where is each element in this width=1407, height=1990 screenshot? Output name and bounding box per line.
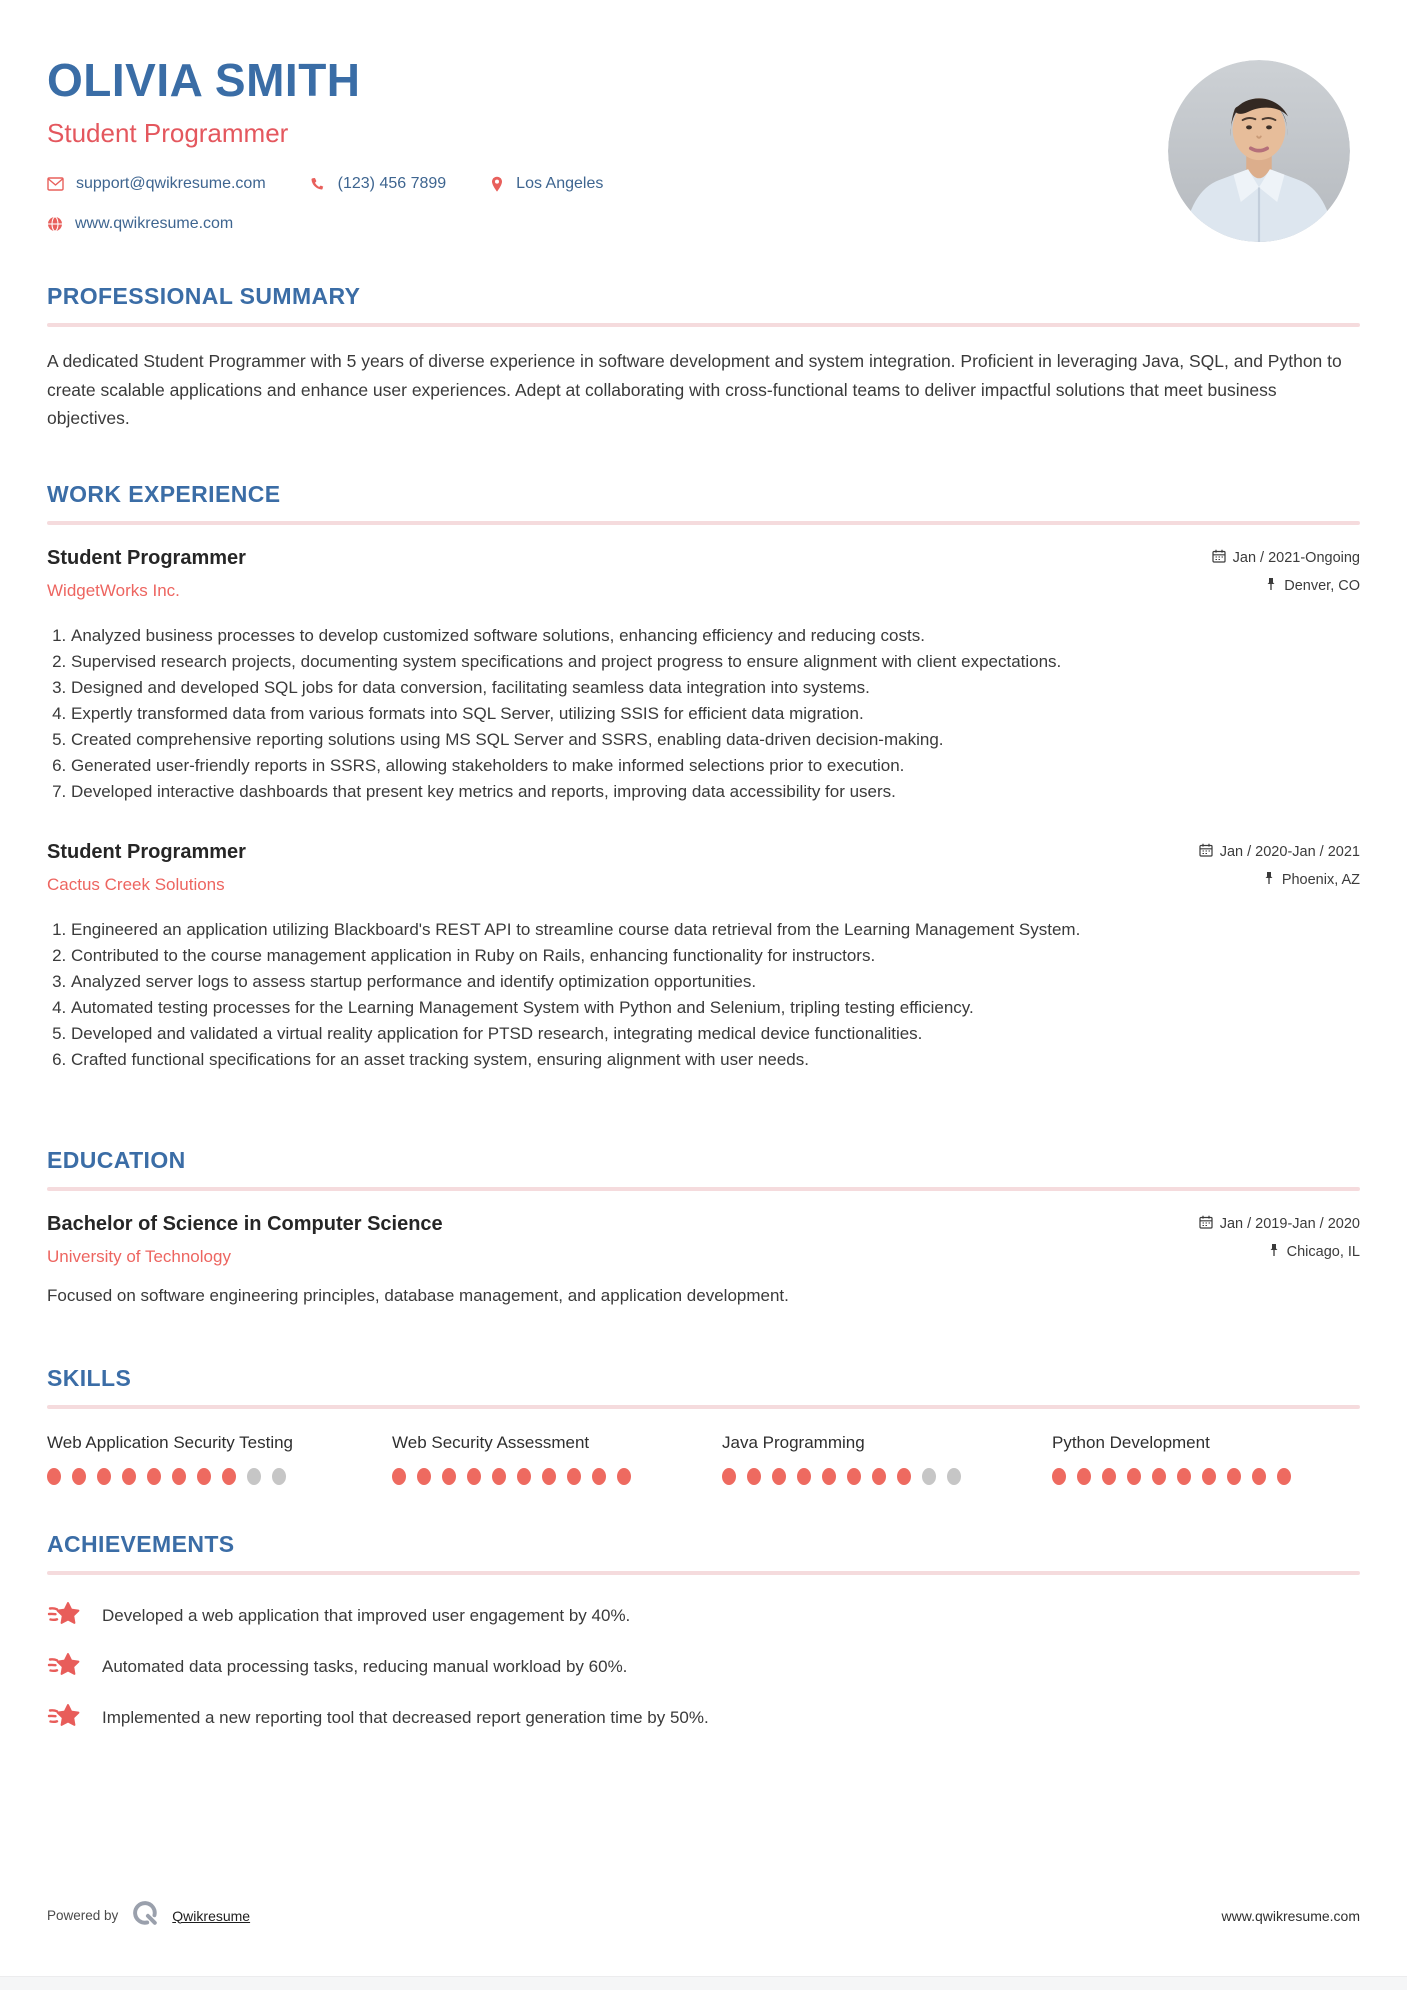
rating-dot-filled bbox=[442, 1468, 456, 1485]
section-divider bbox=[47, 521, 1360, 525]
achievement-item bbox=[47, 1650, 1360, 1685]
section-education bbox=[47, 1147, 1360, 1309]
job-dates bbox=[1199, 843, 1360, 861]
education-dates bbox=[1199, 1215, 1360, 1233]
rating-dot-filled bbox=[172, 1468, 186, 1485]
rating-dot-filled bbox=[1177, 1468, 1191, 1485]
rating-dot-filled bbox=[847, 1468, 861, 1485]
job-company: WidgetWorks Inc. bbox=[47, 580, 180, 600]
powered-by-label: Powered by bbox=[47, 1908, 119, 1923]
rating-dot-filled bbox=[897, 1468, 911, 1485]
rating-dot-filled bbox=[592, 1468, 606, 1485]
profile-photo bbox=[1168, 60, 1350, 242]
contact-email-text: support@qwikresume.com bbox=[76, 175, 266, 192]
job-bullet: 2. Supervised research projects, documenting system specifications and project progress to ensure alignment with client expectations. bbox=[71, 649, 1360, 675]
rating-dot-filled bbox=[197, 1468, 211, 1485]
skill-item bbox=[722, 1429, 1052, 1485]
education-location bbox=[1268, 1243, 1360, 1261]
job-bullet: 7. Developed interactive dashboards that present key metrics and reports, improving data accessibility for users. bbox=[71, 779, 1360, 805]
job-title: Student Programmer bbox=[47, 546, 246, 569]
section-achievements bbox=[47, 1531, 1360, 1736]
job-location bbox=[1265, 577, 1360, 595]
job-entry bbox=[47, 547, 1360, 805]
skill-item bbox=[1052, 1429, 1360, 1485]
rating-dot-filled bbox=[97, 1468, 111, 1485]
rating-dot-filled bbox=[567, 1468, 581, 1485]
profile-photo-illustration bbox=[1168, 60, 1350, 242]
job-location-text: Denver, CO bbox=[1284, 577, 1360, 594]
rating-dot-filled bbox=[542, 1468, 556, 1485]
education-degree: Bachelor of Science in Computer Science bbox=[47, 1212, 443, 1235]
section-heading: WORK EXPERIENCE bbox=[47, 480, 281, 507]
person-job-title: Student Programmer bbox=[47, 118, 289, 148]
achievement-item bbox=[47, 1701, 1360, 1736]
education-description: Focused on software engineering principles, database management, and application development. bbox=[47, 1285, 789, 1305]
rating-dot-empty bbox=[947, 1468, 961, 1485]
section-divider bbox=[47, 323, 1360, 327]
job-bullet: 6. Crafted functional specifications for an asset tracking system, ensuring alignment with user needs. bbox=[71, 1047, 1360, 1073]
rating-dot-filled bbox=[1202, 1468, 1216, 1485]
person-name: OLIVIA SMITH bbox=[47, 54, 361, 106]
section-heading: ACHIEVEMENTS bbox=[47, 1530, 235, 1557]
rating-dot-filled bbox=[72, 1468, 86, 1485]
rating-dot-filled bbox=[222, 1468, 236, 1485]
rating-dot-filled bbox=[1252, 1468, 1266, 1485]
globe-icon bbox=[47, 216, 63, 232]
job-dates-text: Jan / 2021-Ongoing bbox=[1232, 549, 1360, 566]
job-bullet-list bbox=[47, 623, 1360, 805]
job-bullet: 1. Engineered an application utilizing Blackboard's REST API to streamline course data retrieval from the Learning Management System. bbox=[71, 917, 1360, 943]
rating-dot-filled bbox=[617, 1468, 631, 1485]
rating-dot-filled bbox=[872, 1468, 886, 1485]
rating-dot-filled bbox=[772, 1468, 786, 1485]
job-dates-text: Jan / 2020-Jan / 2021 bbox=[1219, 843, 1360, 860]
job-bullet: 3. Designed and developed SQL jobs for data conversion, facilitating seamless data integration into systems. bbox=[71, 675, 1360, 701]
achievement-text: Implemented a new reporting tool that decreased report generation time by 50%. bbox=[102, 1708, 709, 1727]
rating-dot-filled bbox=[1127, 1468, 1141, 1485]
rating-dot-empty bbox=[272, 1468, 286, 1485]
summary-text: A dedicated Student Programmer with 5 years of diverse experience in software development and system integration. Proficient in leveraging Java, SQL, and Python to create scalable applications and enhance user experiences. Adept at collaborating with cross-functional teams to deliver impactful solutions that meet business objectives. bbox=[47, 351, 1342, 428]
section-work-experience bbox=[47, 481, 1360, 1073]
skill-rating-dots bbox=[47, 1468, 392, 1485]
job-location-text: Phoenix, AZ bbox=[1281, 871, 1360, 888]
shooting-star-icon bbox=[47, 1650, 81, 1685]
education-dates-text: Jan / 2019-Jan / 2020 bbox=[1219, 1215, 1360, 1232]
contact-website[interactable] bbox=[47, 215, 233, 233]
pushpin-icon bbox=[1263, 871, 1275, 889]
rating-dot-filled bbox=[392, 1468, 406, 1485]
skill-name: Web Security Assessment bbox=[392, 1432, 590, 1452]
job-bullet: 4. Automated testing processes for the Learning Management System with Python and Selenium, tripling testing efficiency. bbox=[71, 995, 1360, 1021]
rating-dot-filled bbox=[517, 1468, 531, 1485]
rating-dot-filled bbox=[797, 1468, 811, 1485]
skill-item bbox=[47, 1429, 392, 1485]
rating-dot-filled bbox=[467, 1468, 481, 1485]
achievement-list bbox=[47, 1599, 1360, 1736]
resume-header bbox=[47, 54, 1360, 233]
job-bullet: 4. Expertly transformed data from various formats into SQL Server, utilizing SSIS for efficient data migration. bbox=[71, 701, 1360, 727]
rating-dot-filled bbox=[1152, 1468, 1166, 1485]
rating-dot-filled bbox=[747, 1468, 761, 1485]
job-dates bbox=[1212, 549, 1360, 567]
section-skills bbox=[47, 1365, 1360, 1485]
skill-rating-dots bbox=[392, 1468, 722, 1485]
job-entry bbox=[47, 841, 1360, 1073]
job-bullet: 5. Created comprehensive reporting solutions using MS SQL Server and SSRS, enabling data-driven decision-making. bbox=[71, 727, 1360, 753]
education-entry bbox=[47, 1213, 1360, 1309]
skill-name: Python Development bbox=[1052, 1432, 1210, 1452]
q-logo-icon bbox=[130, 1898, 160, 1933]
shooting-star-icon bbox=[47, 1701, 81, 1736]
rating-dot-filled bbox=[47, 1468, 61, 1485]
skill-name: Web Application Security Testing bbox=[47, 1432, 294, 1452]
map-pin-icon bbox=[490, 176, 504, 193]
contact-website-text: www.qwikresume.com bbox=[75, 215, 234, 232]
rating-dot-empty bbox=[922, 1468, 936, 1485]
rating-dot-filled bbox=[1102, 1468, 1116, 1485]
brand-link[interactable]: Qwikresume bbox=[172, 1907, 251, 1924]
phone-icon bbox=[310, 176, 326, 192]
job-title: Student Programmer bbox=[47, 840, 246, 863]
calendar-icon bbox=[1212, 549, 1226, 567]
education-location-text: Chicago, IL bbox=[1286, 1243, 1360, 1260]
achievement-text: Developed a web application that improved user engagement by 40%. bbox=[102, 1606, 631, 1625]
section-heading: SKILLS bbox=[47, 1364, 132, 1391]
rating-dot-filled bbox=[492, 1468, 506, 1485]
rating-dot-filled bbox=[722, 1468, 736, 1485]
calendar-icon bbox=[1199, 843, 1213, 861]
pushpin-icon bbox=[1265, 577, 1277, 595]
rating-dot-filled bbox=[1052, 1468, 1066, 1485]
rating-dot-filled bbox=[1077, 1468, 1091, 1485]
section-divider bbox=[47, 1187, 1360, 1191]
rating-dot-filled bbox=[417, 1468, 431, 1485]
job-company: Cactus Creek Solutions bbox=[47, 874, 225, 894]
contact-phone[interactable] bbox=[310, 175, 447, 193]
contact-email[interactable] bbox=[47, 175, 266, 193]
job-bullet: 1. Analyzed business processes to develop customized software solutions, enhancing efficiency and reducing costs. bbox=[71, 623, 1360, 649]
job-bullet: 3. Analyzed server logs to assess startup performance and identify optimization opportunities. bbox=[71, 969, 1360, 995]
rating-dot-filled bbox=[1227, 1468, 1241, 1485]
rating-dot-filled bbox=[822, 1468, 836, 1485]
job-bullet: 2. Contributed to the course management application in Ruby on Rails, enhancing functionality for instructors. bbox=[71, 943, 1360, 969]
achievement-item bbox=[47, 1599, 1360, 1634]
calendar-icon bbox=[1199, 1215, 1213, 1233]
skill-name: Java Programming bbox=[722, 1432, 865, 1452]
contact-phone-text: (123) 456 7899 bbox=[337, 175, 447, 192]
contact-location-text: Los Angeles bbox=[516, 175, 604, 192]
pushpin-icon bbox=[1268, 1243, 1280, 1261]
contact-location bbox=[490, 175, 603, 193]
rating-dot-filled bbox=[147, 1468, 161, 1485]
rating-dot-filled bbox=[1277, 1468, 1291, 1485]
skills-grid bbox=[47, 1429, 1360, 1485]
achievement-text: Automated data processing tasks, reducing manual workload by 60%. bbox=[102, 1657, 628, 1676]
rating-dot-empty bbox=[247, 1468, 261, 1485]
skill-item bbox=[392, 1429, 722, 1485]
section-divider bbox=[47, 1571, 1360, 1575]
job-bullet-list bbox=[47, 917, 1360, 1073]
job-bullet: 6. Generated user-friendly reports in SSRS, allowing stakeholders to make informed selections prior to execution. bbox=[71, 753, 1360, 779]
page-footer bbox=[47, 1898, 1360, 1933]
shooting-star-icon bbox=[47, 1599, 81, 1634]
rating-dot-filled bbox=[122, 1468, 136, 1485]
envelope-icon bbox=[47, 177, 64, 191]
job-location bbox=[1263, 871, 1360, 889]
footer-website-link[interactable]: www.qwikresume.com bbox=[1221, 1907, 1360, 1924]
section-heading: PROFESSIONAL SUMMARY bbox=[47, 283, 361, 309]
contact-info bbox=[47, 175, 1360, 233]
skill-rating-dots bbox=[722, 1468, 1052, 1485]
skill-rating-dots bbox=[1052, 1468, 1360, 1485]
section-heading: EDUCATION bbox=[47, 1146, 186, 1173]
section-professional-summary bbox=[47, 283, 1360, 433]
bottom-strip bbox=[0, 1976, 1407, 1990]
section-divider bbox=[47, 1405, 1360, 1409]
job-bullet: 5. Developed and validated a virtual reality application for PTSD research, integrating medical device functionalities. bbox=[71, 1021, 1360, 1047]
education-school: University of Technology bbox=[47, 1246, 231, 1266]
